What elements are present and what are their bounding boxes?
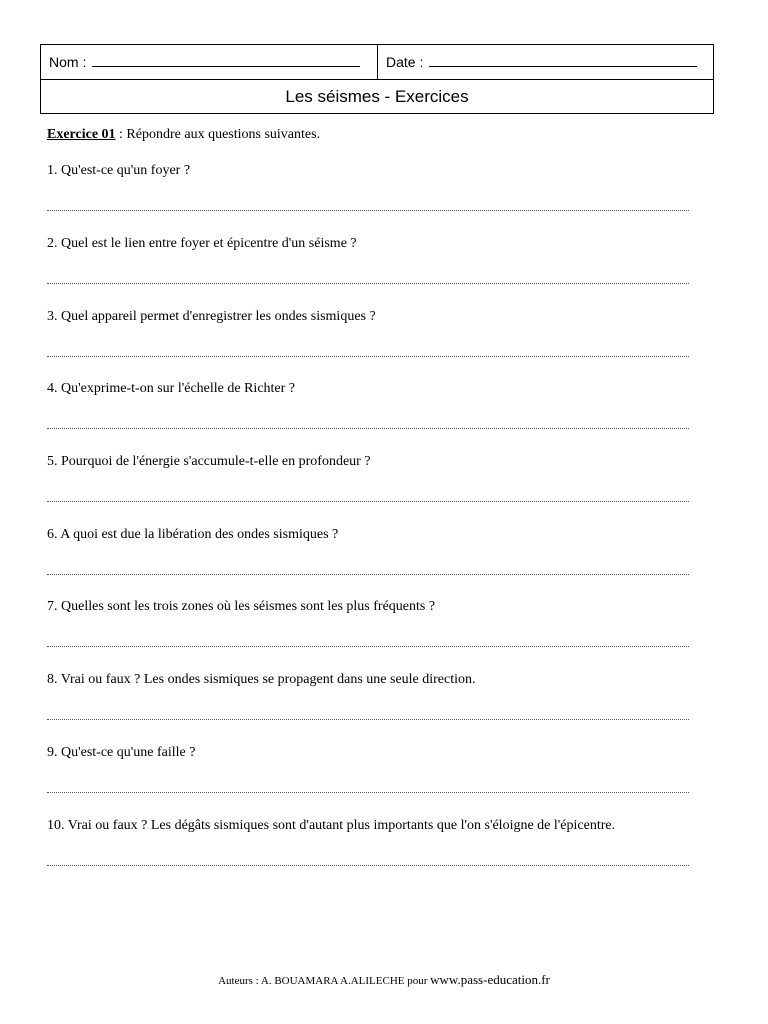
answer-line-1[interactable]	[47, 210, 689, 211]
name-blank-line[interactable]	[92, 53, 360, 67]
answer-line-10[interactable]	[47, 865, 689, 866]
question-9: 9. Qu'est-ce qu'une faille ?	[47, 745, 196, 760]
question-7: 7. Quelles sont les trois zones où les séismes sont les plus fréquents ?	[47, 599, 436, 614]
answer-line-3[interactable]	[47, 356, 689, 357]
answer-line-9[interactable]	[47, 792, 689, 793]
question-5: 5. Pourquoi de l'énergie s'accumule-t-elle en profondeur ?	[47, 454, 371, 469]
name-cell[interactable]	[41, 45, 378, 79]
question-1: 1. Qu'est-ce qu'un foyer ?	[47, 163, 191, 178]
question-3: 3. Quel appareil permet d'enregistrer les ondes sismiques ?	[47, 309, 376, 324]
exercise-label: Exercice 01	[47, 127, 116, 142]
question-10: 10. Vrai ou faux ? Les dégâts sismiques sont d'autant plus importants que l'on s'éloigne de l'épicentre.	[47, 818, 616, 833]
header-row	[41, 45, 713, 80]
exercise-intro	[47, 127, 320, 143]
question-6: 6. A quoi est due la libération des ondes sismiques ?	[47, 527, 339, 542]
answer-line-5[interactable]	[47, 501, 689, 502]
date-blank-line[interactable]	[429, 53, 697, 67]
question-2: 2. Quel est le lien entre foyer et épicentre d'un séisme ?	[47, 236, 357, 251]
question-8: 8. Vrai ou faux ? Les ondes sismiques se propagent dans une seule direction.	[47, 672, 476, 687]
date-cell[interactable]	[378, 45, 713, 79]
answer-line-8[interactable]	[47, 719, 689, 720]
date-label: Date :	[386, 54, 424, 70]
page-title: Les séismes - Exercices	[285, 87, 469, 106]
header-table	[40, 44, 714, 114]
answer-line-7[interactable]	[47, 646, 689, 647]
answer-line-2[interactable]	[47, 283, 689, 284]
exercise-instruction: : Répondre aux questions suivantes.	[115, 127, 321, 142]
footer-authors: Auteurs : A. BOUAMARA A.ALILECHE pour	[218, 975, 431, 987]
answer-line-4[interactable]	[47, 428, 689, 429]
footer-credits	[0, 972, 768, 988]
name-label: Nom :	[49, 54, 87, 70]
footer-site-link[interactable]: www.pass-education.fr	[430, 972, 550, 987]
question-4: 4. Qu'exprime-t-on sur l'échelle de Richter ?	[47, 381, 296, 396]
answer-line-6[interactable]	[47, 574, 689, 575]
